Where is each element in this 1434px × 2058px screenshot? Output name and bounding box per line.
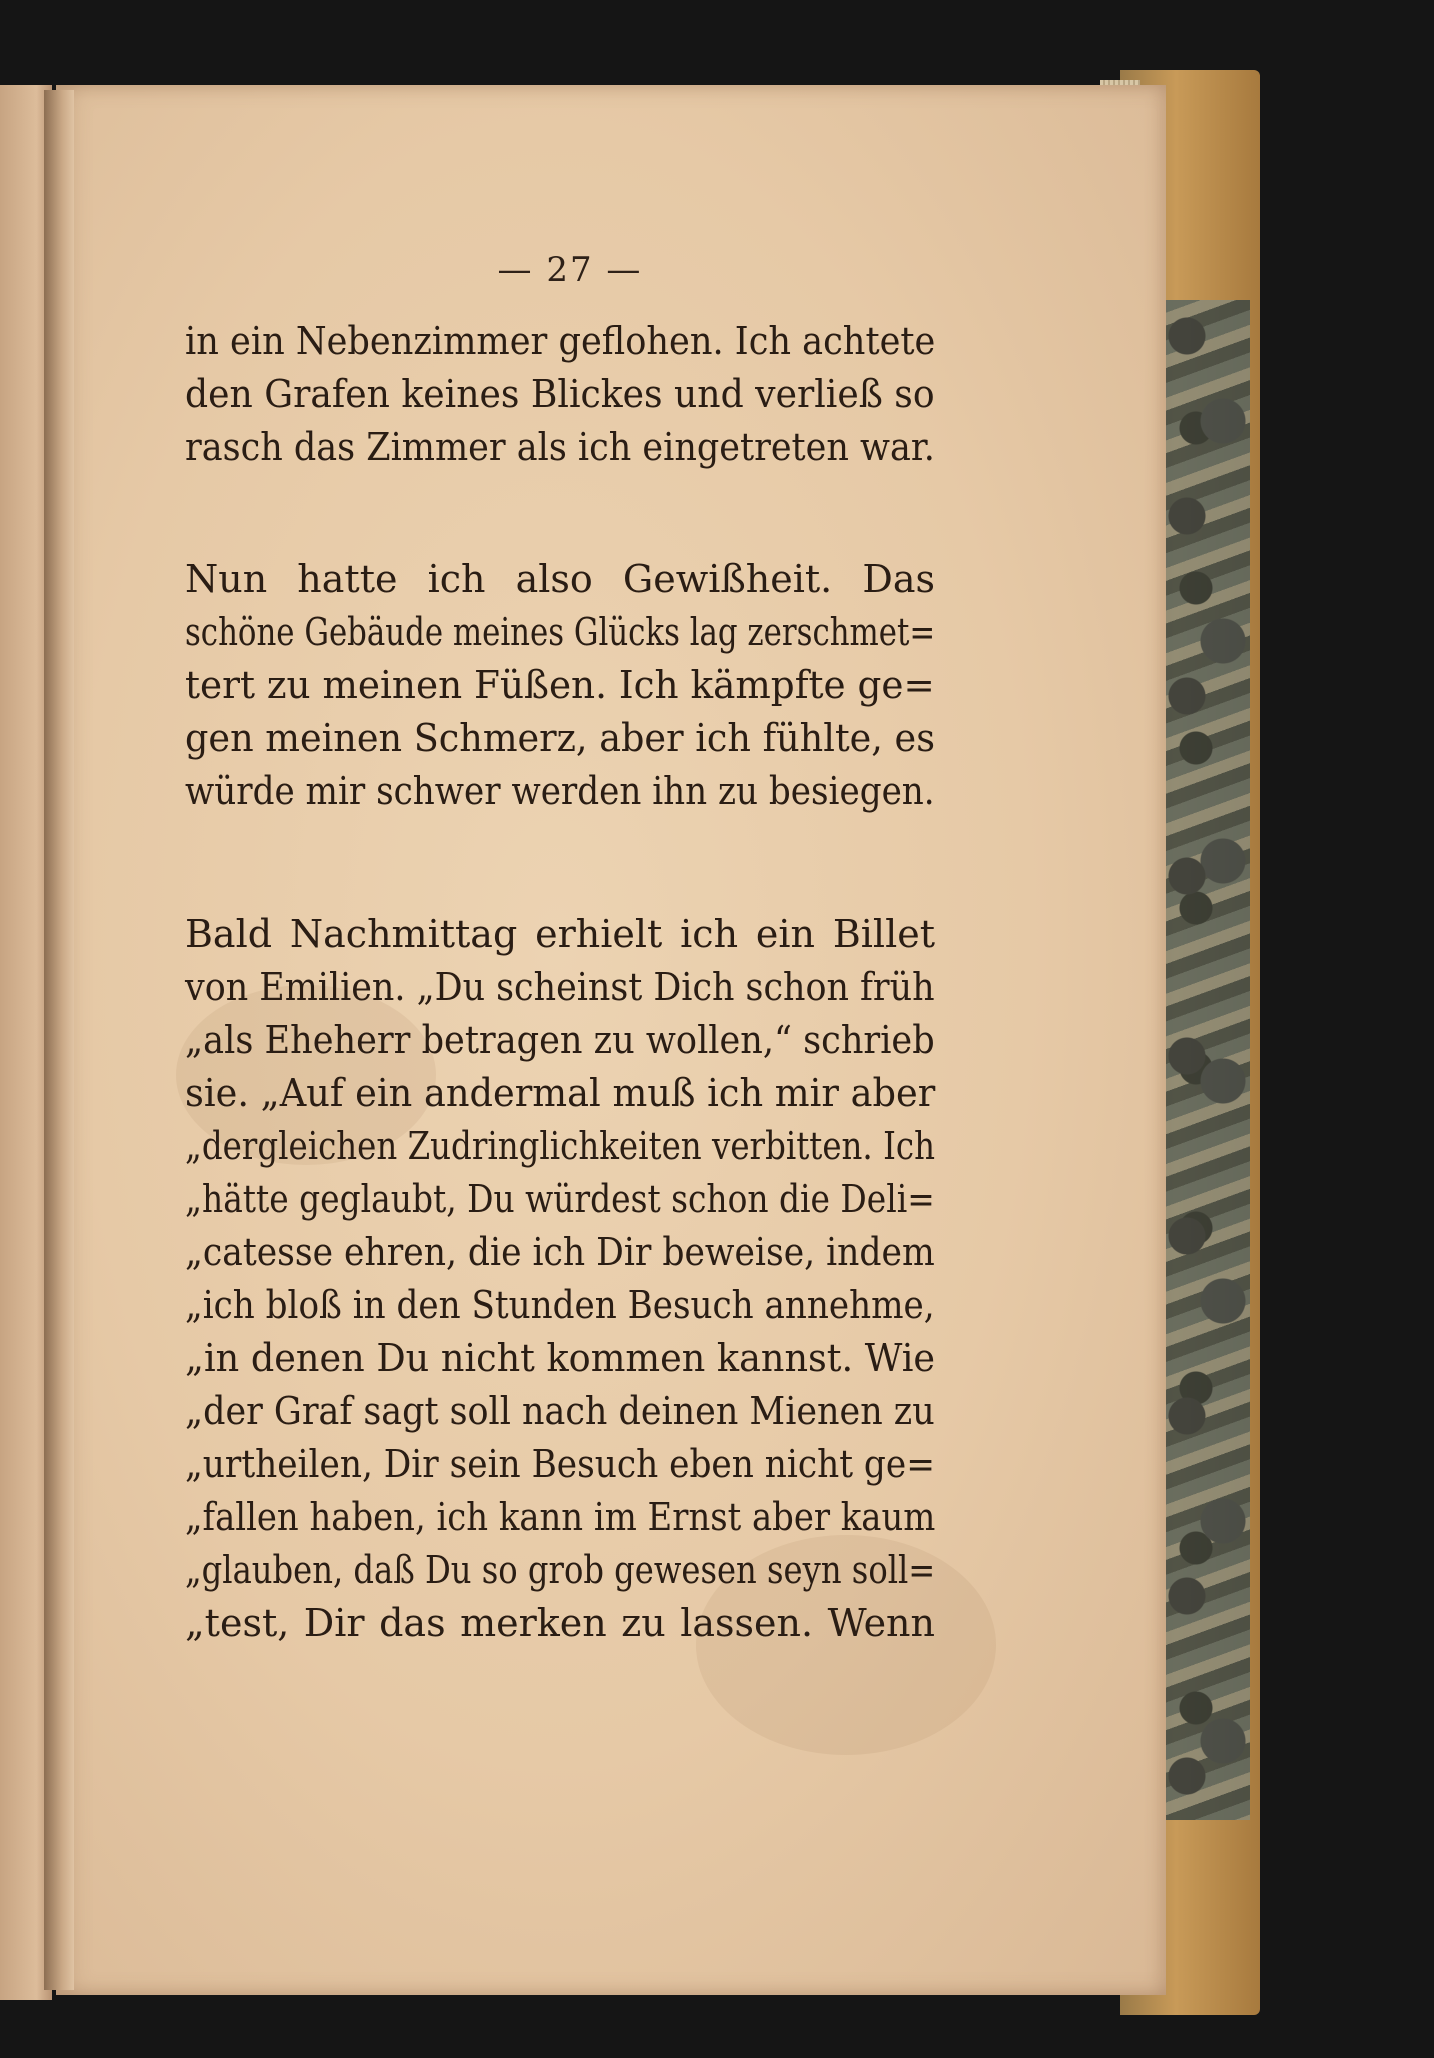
text-line: rasch das Zimmer als ich eingetreten war. — [185, 425, 935, 469]
text-line: „in denen Du nicht kommen kannst. Wie — [185, 1336, 936, 1380]
text-line: in ein Nebenzimmer geflohen. Ich achtete — [185, 319, 936, 363]
text-line: von Emilien. „Du scheinst Dich schon früh — [185, 965, 935, 1009]
text-line: „urtheilen, Dir sein Besuch eben nicht ge= — [185, 1442, 936, 1486]
text-line: gen meinen Schmerz, aber ich fühlte, es — [185, 716, 935, 760]
text-line: den Grafen keines Blickes und verließ so — [185, 372, 935, 416]
page-number: — 27 — — [497, 250, 643, 290]
text-line: „catesse ehren, die ich Dir beweise, indem — [185, 1230, 935, 1274]
text-line: „ich bloß in den Stunden Besuch annehme, — [185, 1283, 935, 1327]
text-line: „der Graf sagt soll nach deinen Mienen zu — [185, 1389, 935, 1433]
text-line: würde mir schwer werden ihn zu besiegen. — [185, 769, 935, 813]
text-line: „hätte geglaubt, Du würdest schon die Deli= — [185, 1177, 935, 1221]
text-line: Bald Nachmittag erhielt ich ein Billet — [185, 912, 935, 956]
text-line: „glauben, daß Du so grob gewesen seyn soll= — [185, 1548, 936, 1592]
text-line: sie. „Auf ein andermal muß ich mir aber — [185, 1071, 936, 1115]
text-line: „fallen haben, ich kann im Ernst aber kaum — [185, 1495, 936, 1539]
text-line: „dergleichen Zudringlichkeiten verbitten. Ich — [185, 1124, 935, 1168]
book-gutter — [44, 90, 74, 1990]
text-line: „test, Dir das merken zu lassen. Wenn — [185, 1601, 935, 1645]
text-line: tert zu meinen Füßen. Ich kämpfte ge= — [185, 663, 935, 707]
marbled-endpaper — [1160, 300, 1250, 1820]
text-line: schöne Gebäude meines Glücks lag zerschmet= — [185, 610, 936, 654]
text-line: „als Eheherr betragen zu wollen,“ schrieb — [185, 1018, 935, 1062]
text-line: Nun hatte ich also Gewißheit. Das — [185, 557, 935, 601]
